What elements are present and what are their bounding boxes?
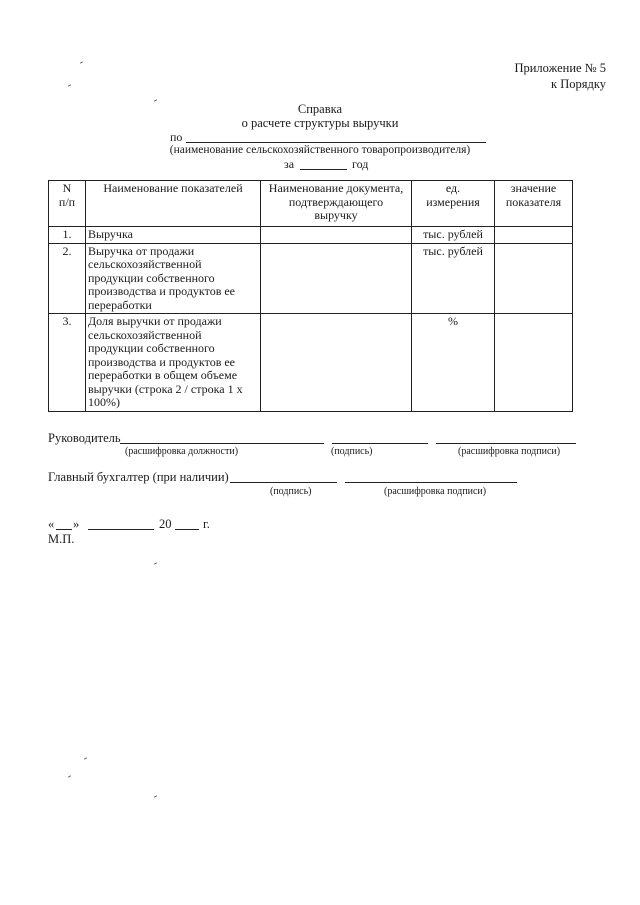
header-doc <box>261 181 412 227</box>
header-unit-line1: ед. <box>445 181 461 195</box>
row-doc-cell[interactable] <box>261 314 412 412</box>
accountant-name-line[interactable] <box>345 482 517 483</box>
header-num-line1: N <box>62 181 72 195</box>
row-value-cell[interactable] <box>495 314 573 412</box>
row-name-line: переработки <box>88 297 152 312</box>
scan-speck <box>84 757 87 759</box>
head-position-line[interactable] <box>120 443 324 444</box>
row-name-line: сельскохозяйственной <box>88 327 202 342</box>
row-value-cell[interactable] <box>495 243 573 314</box>
row-unit: % <box>412 314 495 412</box>
head-signature-caption: (подпись) <box>331 446 373 457</box>
row-name-line: Выручка <box>88 227 133 241</box>
header-num <box>49 181 86 227</box>
accountant-name-caption: (расшифровка подписи) <box>384 486 487 497</box>
row-name <box>86 227 261 244</box>
producer-name-caption: (наименование сельскохозяйственного товаропроизводителя) <box>169 144 471 156</box>
appendix-reference: к Порядку <box>551 77 606 91</box>
accountant-signature-caption: (подпись) <box>270 486 312 497</box>
producer-name-line[interactable] <box>186 142 486 143</box>
date-close-quote: » <box>73 517 80 531</box>
row-name-line: продукции собственного <box>88 270 215 285</box>
header-doc-line3: выручку <box>314 208 358 222</box>
header-value <box>495 181 573 227</box>
accountant-signature-line[interactable] <box>230 482 337 483</box>
header-unit-line2: измерения <box>426 194 480 209</box>
row-name-line: выручки (строка 2 / строка 1 x <box>88 381 243 396</box>
row-doc-cell[interactable] <box>261 243 412 314</box>
scan-speck <box>68 84 71 86</box>
date-open-quote: « <box>48 517 55 531</box>
head-signature-line[interactable] <box>332 443 428 444</box>
row-name-line: производства и продуктов ее <box>88 354 236 369</box>
year-line[interactable] <box>300 169 347 170</box>
head-position-caption: (расшифровка должности) <box>125 446 239 457</box>
row-unit: тыс. рублей <box>412 243 495 314</box>
doc-subtitle: о расчете структуры выручки <box>241 116 399 130</box>
row-name-line: 100%) <box>88 395 120 409</box>
head-label: Руководитель <box>48 431 121 445</box>
header-doc-line1: Наименование документа, <box>268 181 404 195</box>
accountant-label: Главный бухгалтер (при наличии) <box>48 470 229 484</box>
row-doc-cell[interactable] <box>261 227 412 244</box>
row-name-line: продукции собственного <box>88 341 215 355</box>
date-year-line[interactable] <box>175 529 199 530</box>
header-unit <box>412 181 495 227</box>
row-unit: тыс. рублей <box>412 227 495 244</box>
scan-speck <box>68 775 71 777</box>
row-num: 1. <box>49 227 86 244</box>
scan-speck <box>154 562 157 564</box>
date-century: 20 <box>159 517 172 531</box>
head-name-caption: (расшифровка подписи) <box>458 446 561 457</box>
revenue-structure-table <box>48 180 573 412</box>
date-day-line[interactable] <box>56 529 72 530</box>
row-num: 2. <box>49 243 86 314</box>
row-name-line: производства и продуктов ее <box>88 284 236 298</box>
doc-title: Справка <box>297 102 343 116</box>
table-row <box>49 314 573 412</box>
header-doc-line2: подтверждающего <box>288 194 384 209</box>
row-name-line: Выручка от продажи <box>88 243 195 258</box>
stamp-label: М.П. <box>48 532 75 546</box>
scan-speck <box>154 795 157 797</box>
date-year-suffix: г. <box>203 517 210 531</box>
row-value-cell[interactable] <box>495 227 573 244</box>
header-value-line1: значение <box>510 181 557 195</box>
year-prefix: за <box>284 157 295 171</box>
row-name-line: Доля выручки от продажи <box>88 314 222 328</box>
by-prefix: по <box>170 130 183 144</box>
row-num: 3. <box>49 314 86 412</box>
row-name <box>86 243 261 314</box>
year-suffix: год <box>352 157 369 171</box>
row-name <box>86 314 261 412</box>
header-num-line2: п/п <box>58 194 76 209</box>
date-month-line[interactable] <box>88 529 154 530</box>
appendix-number: Приложение № 5 <box>514 61 606 75</box>
scan-speck <box>80 61 83 63</box>
header-value-line2: показателя <box>505 194 562 209</box>
head-name-line[interactable] <box>436 443 576 444</box>
table-row <box>49 227 573 244</box>
table-header-row <box>49 181 573 227</box>
row-name-line: сельскохозяйственной <box>88 257 202 271</box>
table-row <box>49 243 573 314</box>
header-name: Наименование показателей <box>86 181 261 227</box>
row-name-line: переработки в общем объеме <box>88 368 238 382</box>
